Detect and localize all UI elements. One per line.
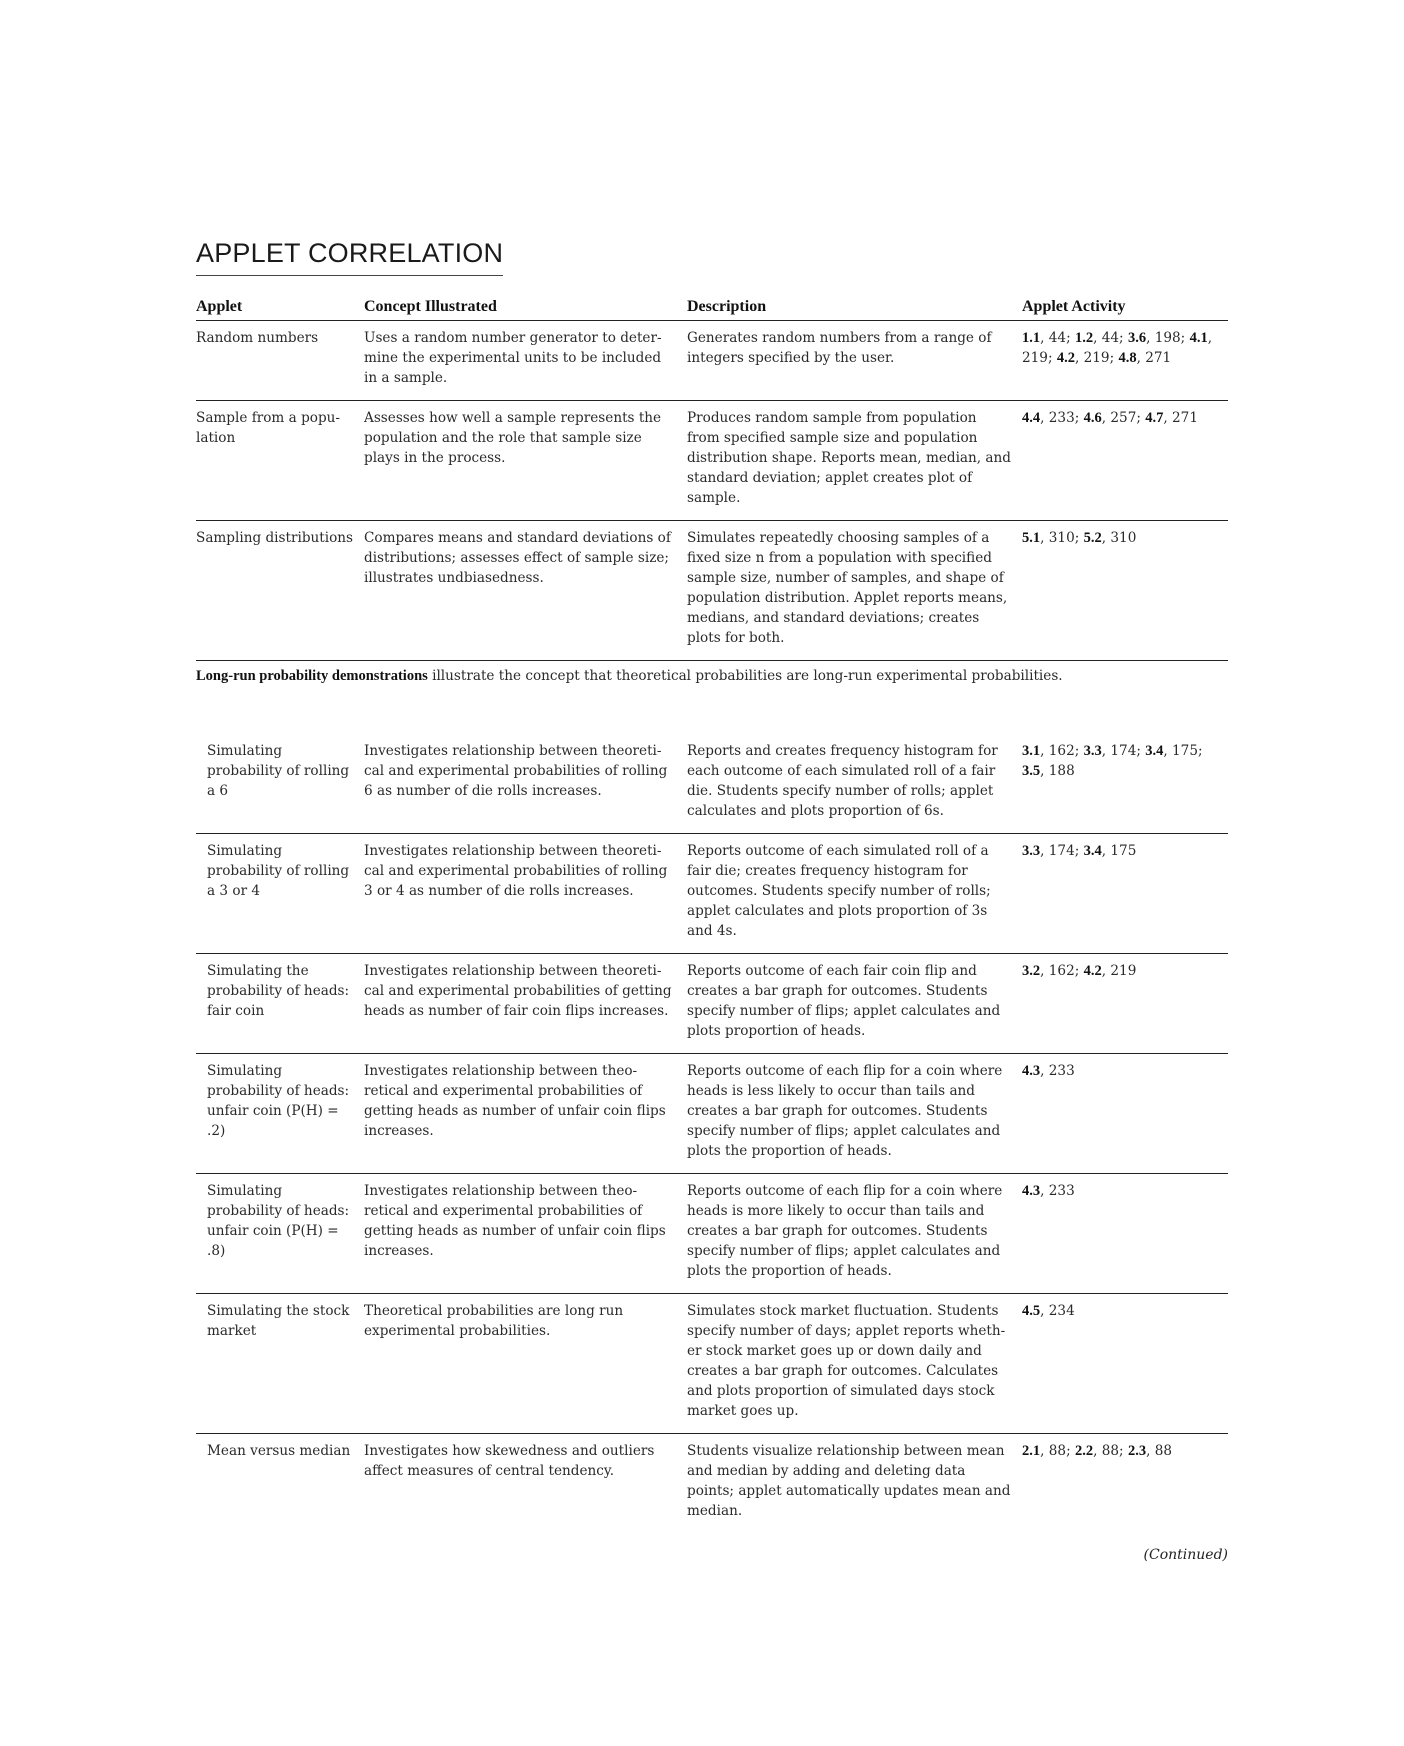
activity-page: , 175;	[1163, 743, 1203, 760]
activity-number: 4.8	[1118, 350, 1137, 367]
activity-cell	[1022, 1054, 1228, 1174]
activity-page: , 162;	[1040, 743, 1084, 760]
activity-page: , 257;	[1101, 410, 1146, 427]
concept-cell: Theoretical probabilities are long run experimental probabilities.	[364, 1294, 687, 1434]
activity-page: , 271	[1163, 410, 1198, 427]
concept-cell: Compares means and standard deviations of distributions; assesses effect of sample size; illustrates undbiasedness.	[364, 521, 687, 661]
activity-number: 1.2	[1074, 330, 1094, 347]
description-cell: Reports outcome of each flip for a coin where heads is less likely to occur than tails and creates a bar graph for outcomes. Students specify number of flips; applet calculates and plots the proportion of heads.	[687, 1054, 1022, 1174]
activity-cell	[1022, 1174, 1228, 1294]
table-body-bottom	[196, 734, 1228, 1533]
activity-cell	[1022, 1434, 1228, 1534]
activity-page: , 44;	[1093, 330, 1128, 347]
activity-number: 4.2	[1056, 350, 1075, 367]
activity-page: , 198;	[1146, 330, 1190, 347]
page-title: APPLET CORRELATION	[196, 238, 503, 276]
applet-name: Simulating probability of heads: unfair coin (P(H) = .8)	[196, 1174, 364, 1294]
activity-page: , 175	[1101, 843, 1137, 860]
concept-cell: Investigates relationship between theoreti-cal and experimental probabilities of getting heads as number of fair coin flips increases.	[364, 954, 687, 1054]
activity-number: 4.3	[1022, 1063, 1041, 1080]
concept-cell: Uses a random number generator to deter-mine the experimental units to be included in a sample.	[364, 321, 687, 401]
concept-cell: Investigates relationship between theoreti-cal and experimental probabilities of rolling 3 or 4 as number of die rolls increases.	[364, 834, 687, 954]
concept-cell: Investigates relationship between theo-retical and experimental probabilities of getting heads as number of unfair coin flips increases.	[364, 1054, 687, 1174]
applet-name: Sample from a popu-lation	[196, 401, 364, 521]
table-row	[196, 321, 1228, 401]
activity-number: 1.1	[1022, 330, 1041, 347]
activity-number: 5.2	[1083, 530, 1102, 547]
activity-number: 4.4	[1022, 410, 1041, 427]
note-lead: Long-run probability demonstrations	[196, 668, 428, 685]
activity-page: , 162;	[1040, 963, 1084, 980]
activity-number: 4.5	[1022, 1303, 1041, 1320]
activity-number: 3.5	[1022, 763, 1041, 780]
table-row	[196, 834, 1228, 954]
activity-cell	[1022, 521, 1228, 661]
note-cell	[196, 661, 1228, 735]
activity-number: 2.1	[1022, 1443, 1041, 1460]
table-row	[196, 1054, 1228, 1174]
activity-cell	[1022, 401, 1228, 521]
note-text: illustrate the concept that theoretical probabilities are long-run experimental probabilities.	[427, 668, 1063, 685]
table-row	[196, 1174, 1228, 1294]
activity-cell	[1022, 734, 1228, 834]
activity-page: , 234	[1040, 1303, 1075, 1320]
concept-cell: Assesses how well a sample represents the population and the role that sample size plays in the process.	[364, 401, 687, 521]
activity-number: 2.3	[1127, 1443, 1147, 1460]
description-cell: Reports outcome of each simulated roll of a fair die; creates frequency histogram for outcomes. Students specify number of rolls; applet calculates and plots proportion of 3s and 4s.	[687, 834, 1022, 954]
concept-cell: Investigates relationship between theo-retical and experimental probabilities of getting heads as number of unfair coin flips increases.	[364, 1174, 687, 1294]
activity-number: 4.1	[1189, 330, 1208, 347]
activity-number: 3.4	[1145, 743, 1164, 760]
activity-page: , 219	[1101, 963, 1137, 980]
activity-number: 4.7	[1145, 410, 1164, 427]
header-activity: Applet Activity	[1022, 298, 1228, 321]
table-row	[196, 1434, 1228, 1534]
concept-cell: Investigates relationship between theoreti-cal and experimental probabilities of rolling 6 as number of die rolls increases.	[364, 734, 687, 834]
applet-name: Mean versus median	[207, 1443, 351, 1460]
activity-page: , 233;	[1040, 410, 1084, 427]
activity-number: 3.2	[1022, 963, 1041, 980]
applet-name: Simulating probability of heads: unfair coin (P(H) = .2)	[196, 1054, 364, 1174]
page	[196, 238, 1228, 1571]
header-concept: Concept Illustrated	[364, 298, 687, 321]
note-section	[196, 661, 1228, 735]
activity-number: 2.2	[1074, 1443, 1094, 1460]
table-row	[196, 401, 1228, 521]
activity-number: 4.6	[1083, 410, 1102, 427]
description-cell: Students visualize relationship between mean and median by adding and deleting data points; applet automatically updates mean and median.	[687, 1443, 1011, 1520]
table-row	[196, 954, 1228, 1054]
header-description: Description	[687, 298, 1022, 321]
activity-page: , 174;	[1040, 843, 1084, 860]
activity-page: , 219;	[1074, 350, 1119, 367]
table-body-top	[196, 321, 1228, 661]
activity-number: 4.3	[1022, 1183, 1041, 1200]
activity-number: 3.3	[1022, 843, 1041, 860]
table-row	[196, 1294, 1228, 1434]
description-cell: Simulates stock market fluctuation. Students specify number of days; applet reports wheth-er stock market goes up or down daily and creates a bar graph for outcomes. Calculates and plots proportion of simulated days stock market goes up.	[687, 1294, 1022, 1434]
description-cell: Reports outcome of each flip for a coin where heads is more likely to occur than tails and creates a bar graph for outcomes. Students specify number of flips; applet calculates and plots the proportion of heads.	[687, 1174, 1022, 1294]
activity-page: , 44;	[1040, 330, 1075, 347]
activity-cell	[1022, 834, 1228, 954]
description-cell: Reports and creates frequency histogram for each outcome of each simulated roll of a fair die. Students specify number of rolls; applet calculates and plots proportion of 6s.	[687, 734, 1022, 834]
activity-page: , 88;	[1040, 1443, 1075, 1460]
applet-name: Simulating probability of rolling a 3 or 4	[196, 834, 364, 954]
activity-number: 5.1	[1022, 530, 1041, 547]
activity-page: , 271	[1136, 350, 1172, 367]
applet-name: Simulating the stock market	[196, 1294, 364, 1434]
applet-name: Simulating probability of rolling a 6	[196, 734, 364, 834]
activity-page: , 310	[1101, 530, 1137, 547]
activity-page: , 219;	[1022, 330, 1213, 367]
table-row	[196, 734, 1228, 834]
activity-page: , 88	[1146, 1443, 1173, 1460]
activity-page: , 233	[1040, 1183, 1075, 1200]
table-header-row	[196, 298, 1228, 321]
activity-page: , 310;	[1040, 530, 1084, 547]
activity-cell	[1022, 954, 1228, 1054]
activity-page: , 88;	[1093, 1443, 1128, 1460]
continued-wrap	[196, 1547, 1228, 1571]
description-cell: Produces random sample from population from specified sample size and population distribution shape. Reports mean, median, and standard deviation; applet creates plot of sample.	[687, 401, 1022, 521]
applet-name: Random numbers	[196, 321, 364, 401]
activity-cell	[1022, 1294, 1228, 1434]
activity-number: 3.6	[1127, 330, 1147, 347]
activity-page: , 233	[1040, 1063, 1075, 1080]
table-row	[196, 521, 1228, 661]
activity-page: , 188	[1040, 763, 1075, 780]
activity-number: 3.4	[1083, 843, 1102, 860]
applet-name: Simulating the probability of heads: fair coin	[196, 954, 364, 1054]
activity-cell	[1022, 321, 1228, 401]
activity-number: 3.3	[1083, 743, 1102, 760]
description-cell: Reports outcome of each fair coin flip and creates a bar graph for outcomes. Students specify number of flips; applet calculates and plots proportion of heads.	[687, 954, 1022, 1054]
description-cell: Simulates repeatedly choosing samples of a fixed size n from a population with specified sample size, number of samples, and shape of population distribution. Applet reports means, medians, and standard deviations; creates plots for both.	[687, 521, 1022, 661]
header-applet: Applet	[196, 298, 364, 321]
note-row	[196, 661, 1228, 735]
applet-correlation-table	[196, 298, 1228, 1533]
activity-number: 3.1	[1022, 743, 1041, 760]
activity-number: 4.2	[1083, 963, 1102, 980]
applet-name: Sampling distributions	[196, 521, 364, 661]
activity-page: , 174;	[1101, 743, 1146, 760]
concept-cell: Investigates how skewedness and outliers affect measures of central tendency.	[364, 1443, 655, 1480]
continued-label: (Continued)	[1143, 1547, 1228, 1564]
description-cell: Generates random numbers from a range of integers specified by the user.	[687, 321, 1022, 401]
